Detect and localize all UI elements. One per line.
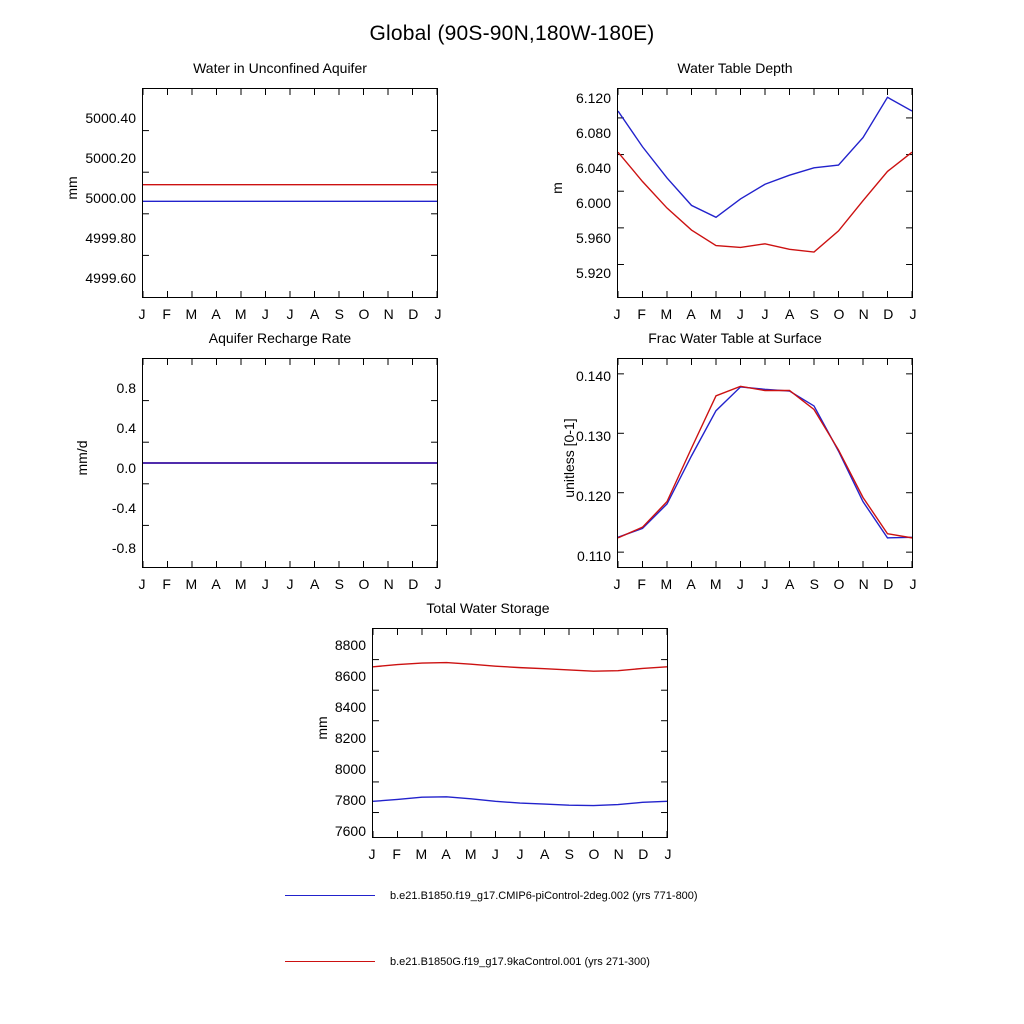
x-tick-label: A (211, 576, 221, 592)
x-tick-label: J (761, 576, 769, 592)
y-tick-label: 8800 (334, 637, 366, 653)
y-tick-label: 4999.60 (85, 270, 136, 286)
x-tick-label: M (234, 576, 247, 592)
series-line-9kaControl (618, 386, 912, 538)
panel-total-water-storage (300, 600, 740, 862)
x-tick-label: M (660, 306, 673, 322)
x-tick-label: A (686, 576, 696, 592)
series-line-9kaControl (373, 663, 667, 672)
plot-area[interactable] (142, 88, 438, 298)
x-tick-label: J (909, 306, 917, 322)
panel-frac-water-table-at-surface (545, 330, 985, 592)
y-tick-label: 0.8 (116, 380, 136, 396)
x-tick-label: F (162, 306, 171, 322)
x-tick-label: M (660, 576, 673, 592)
x-tick-label: J (761, 306, 769, 322)
x-tick-label: N (383, 576, 394, 592)
plot-area[interactable] (372, 628, 668, 838)
y-tick-label: 6.040 (575, 160, 611, 176)
x-tick-label: A (785, 576, 795, 592)
x-tick-label: N (613, 846, 624, 862)
x-tick-label: O (588, 846, 600, 862)
x-tick-label: M (709, 306, 722, 322)
y-tick-label: 5000.40 (85, 110, 136, 126)
x-tick-label: J (736, 306, 744, 322)
y-tick-label: 6.080 (575, 125, 611, 141)
x-tick-label: A (211, 306, 221, 322)
panel-water-in-unconfined-aquifer (60, 60, 500, 322)
x-tick-label: J (138, 576, 146, 592)
legend-label-piControl: b.e21.B1850.f19_g17.CMIP6-piControl-2deg.002 (yrs 771-800) (390, 890, 698, 902)
y-tick-label: 8000 (334, 761, 366, 777)
y-tick-label: 5000.20 (85, 150, 136, 166)
x-tick-label: J (261, 576, 269, 592)
panel-title: Aquifer Recharge Rate (208, 330, 352, 346)
y-tick-label: 7800 (334, 792, 366, 808)
x-tick-label: J (613, 306, 621, 322)
x-tick-label: O (358, 576, 370, 592)
y-tick-label: 6.000 (575, 195, 611, 211)
x-tick-label: J (664, 846, 672, 862)
x-tick-label: J (286, 306, 294, 322)
y-tick-label: 8600 (334, 668, 366, 684)
x-tick-label: M (234, 306, 247, 322)
x-tick-label: J (613, 576, 621, 592)
x-tick-label: O (833, 306, 845, 322)
y-tick-label: 7600 (334, 823, 366, 839)
y-tick-label: -0.4 (111, 500, 136, 516)
plot-area[interactable] (617, 88, 913, 298)
x-tick-label: S (334, 306, 344, 322)
panel-water-table-depth (545, 60, 985, 322)
x-tick-label: F (637, 576, 646, 592)
legend-swatch-9kaControl (285, 961, 375, 962)
x-tick-label: M (185, 306, 198, 322)
x-tick-label: S (809, 576, 819, 592)
x-tick-label: S (334, 576, 344, 592)
x-tick-label: F (637, 306, 646, 322)
page-title: Global (90S-90N,180W-180E) (369, 22, 655, 45)
panel-aquifer-recharge-rate (60, 330, 500, 592)
x-tick-label: J (261, 306, 269, 322)
x-tick-label: N (858, 306, 869, 322)
x-tick-label: S (564, 846, 574, 862)
x-tick-label: J (491, 846, 499, 862)
y-tick-label: 5.960 (575, 230, 611, 246)
x-tick-label: A (686, 306, 696, 322)
panel-title: Frac Water Table at Surface (648, 330, 822, 346)
series-line-piControl (618, 97, 912, 217)
x-tick-label: A (540, 846, 550, 862)
x-tick-label: O (833, 576, 845, 592)
x-tick-label: D (638, 846, 649, 862)
y-axis-label: mm (314, 716, 330, 740)
y-tick-label: 4999.80 (85, 230, 136, 246)
y-tick-label: 5000.00 (85, 190, 136, 206)
y-tick-label: 0.4 (116, 420, 136, 436)
panel-title: Water in Unconfined Aquifer (193, 60, 367, 76)
x-tick-label: D (408, 576, 419, 592)
x-tick-label: A (310, 306, 320, 322)
x-tick-label: J (368, 846, 376, 862)
x-tick-label: O (358, 306, 370, 322)
x-tick-label: J (434, 576, 442, 592)
x-tick-label: M (709, 576, 722, 592)
y-axis-label: mm (64, 176, 80, 200)
y-axis-label: mm/d (74, 440, 90, 476)
x-tick-label: J (516, 846, 524, 862)
y-tick-label: 0.140 (575, 368, 611, 384)
panel-title: Total Water Storage (426, 600, 550, 616)
x-tick-label: J (138, 306, 146, 322)
x-tick-label: M (185, 576, 198, 592)
plot-area[interactable] (142, 358, 438, 568)
x-tick-label: J (736, 576, 744, 592)
y-tick-label: 8200 (334, 730, 366, 746)
y-axis-label: unitless [0-1] (561, 418, 577, 498)
x-tick-label: J (434, 306, 442, 322)
legend-label-9kaControl: b.e21.B1850G.f19_g17.9kaControl.001 (yrs 271-300) (390, 956, 650, 968)
x-tick-label: F (162, 576, 171, 592)
legend-swatch-piControl (285, 895, 375, 896)
y-tick-label: 6.120 (575, 90, 611, 106)
x-tick-label: D (408, 306, 419, 322)
x-tick-label: M (464, 846, 477, 862)
x-tick-label: J (909, 576, 917, 592)
y-tick-label: -0.8 (111, 540, 136, 556)
y-tick-label: 0.130 (575, 428, 611, 444)
series-line-piControl (373, 797, 667, 806)
series-line-piControl (618, 387, 912, 538)
series-line-9kaControl (618, 152, 912, 252)
x-tick-label: A (310, 576, 320, 592)
y-tick-label: 0.0 (116, 460, 136, 476)
x-tick-label: D (883, 576, 894, 592)
y-axis-label: m (549, 182, 565, 194)
plot-area[interactable] (617, 358, 913, 568)
y-tick-label: 5.920 (575, 265, 611, 281)
x-tick-label: N (858, 576, 869, 592)
x-tick-label: D (883, 306, 894, 322)
x-tick-label: S (809, 306, 819, 322)
y-tick-label: 0.110 (577, 548, 611, 564)
x-tick-label: A (785, 306, 795, 322)
x-tick-label: J (286, 576, 294, 592)
y-tick-label: 8400 (334, 699, 366, 715)
x-tick-label: M (415, 846, 428, 862)
x-tick-label: A (441, 846, 451, 862)
panel-title: Water Table Depth (677, 60, 793, 76)
x-tick-label: F (392, 846, 401, 862)
x-tick-label: N (383, 306, 394, 322)
y-tick-label: 0.120 (575, 488, 611, 504)
